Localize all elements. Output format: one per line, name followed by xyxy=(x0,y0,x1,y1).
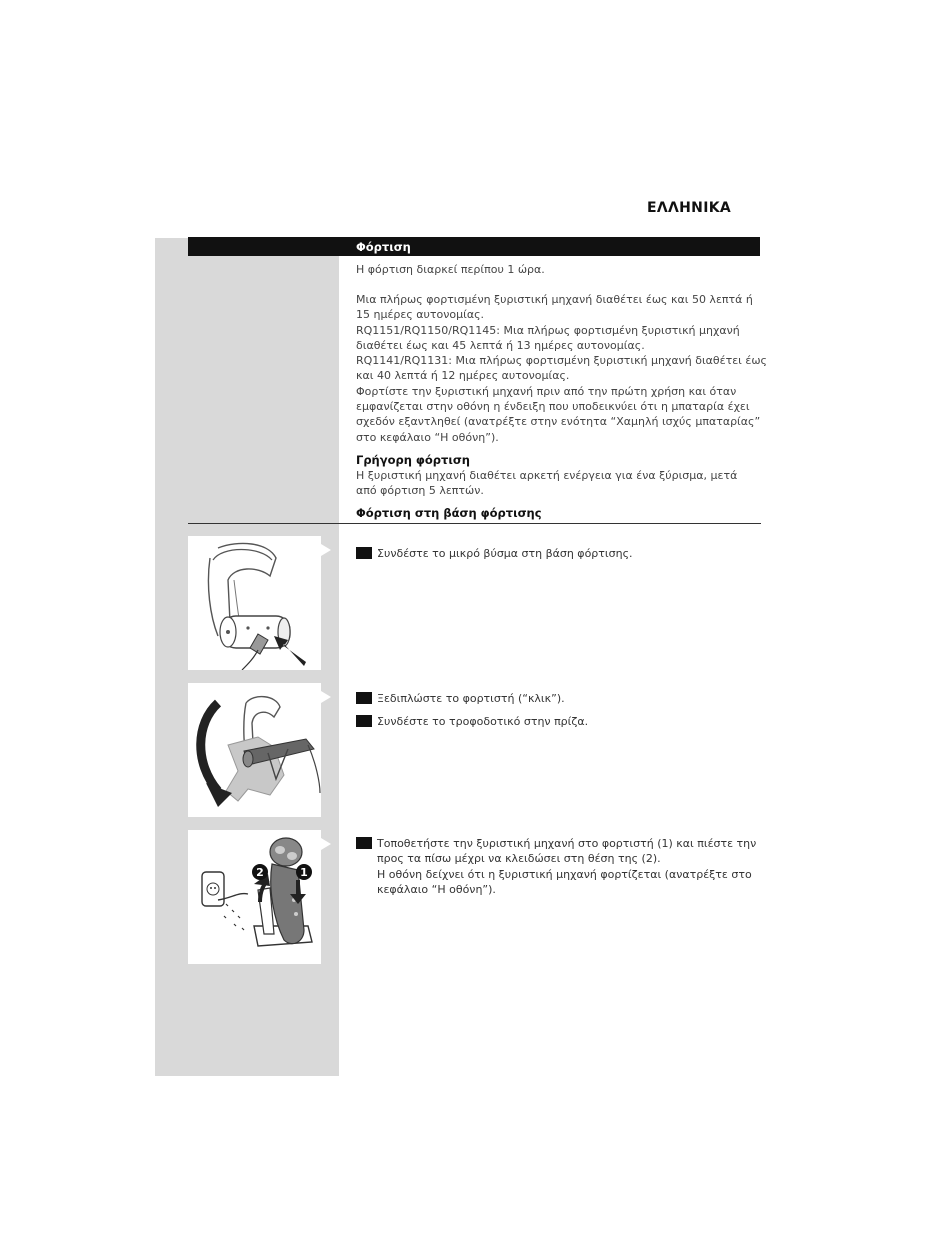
step-marker xyxy=(356,547,372,559)
section-divider xyxy=(188,523,761,524)
step-2-text: Ξεδιπλώστε το φορτιστή (“κλικ”). xyxy=(377,692,565,705)
badge-1: 1 xyxy=(300,866,308,879)
base-charging-heading: Φόρτιση στη βάση φόρτισης xyxy=(356,506,542,520)
step-marker xyxy=(356,715,372,727)
section-title-bar xyxy=(188,237,760,256)
section-title: Φόρτιση xyxy=(356,240,411,254)
step-3-text: Συνδέστε το τροφοδοτικό στην πρίζα. xyxy=(377,715,589,728)
step-4-text: Τοποθετήστε την ξυριστική μηχανή στο φορτιστή (1) και πιέστε την προς τα πίσω μέχρι να κλειδώσει στη θέση της (2). xyxy=(377,837,757,866)
figure-pointer xyxy=(321,691,331,703)
figure-unfold-charger xyxy=(188,683,321,817)
step-1-text: Συνδέστε το μικρό βύσμα στη βάση φόρτισης. xyxy=(377,547,633,560)
badge-2: 2 xyxy=(256,866,264,879)
language-header: ΕΛΛΗΝΙΚΑ xyxy=(647,200,731,216)
autonomy-line: RQ1141/RQ1131: Μια πλήρως φορτισμένη ξυριστική μηχανή διαθέτει έως και 40 λεπτά ή 12 ημέρες αυτονομίας. xyxy=(356,354,767,383)
autonomy-line: RQ1151/RQ1150/RQ1145: Μια πλήρως φορτισμένη ξυριστική μηχανή διαθέτει έως και 45 λεπτά ή 13 ημέρες αυτονομίας. xyxy=(356,323,740,352)
step-4-note: Η οθόνη δείχνει ότι η ξυριστική μηχανή φορτίζεται (ανατρέξτε στο κεφάλαιο “Η οθόνη”). xyxy=(377,867,752,896)
step-marker xyxy=(356,692,372,704)
step-2 xyxy=(356,691,757,706)
step-4 xyxy=(356,836,757,897)
step-1 xyxy=(356,546,757,561)
figure-pointer xyxy=(321,838,331,850)
figure-place-shaver xyxy=(188,830,321,964)
autonomy-line: Μια πλήρως φορτισμένη ξυριστική μηχανή διαθέτει έως και 50 λεπτά ή 15 ημέρες αυτονομίας. xyxy=(356,293,753,322)
plug-into-stand-illustration-icon xyxy=(188,536,321,670)
step-marker xyxy=(356,837,372,849)
unfold-charger-illustration-icon xyxy=(188,683,321,817)
figure-pointer xyxy=(321,544,331,556)
figure-plug-charging-stand xyxy=(188,536,321,670)
quick-charge-text: Η ξυριστική μηχανή διαθέτει αρκετή ενέργεια για ένα ξύρισμα, μετά από φόρτιση 5 λεπτών. xyxy=(356,469,738,498)
quick-charge-heading: Γρήγορη φόρτιση xyxy=(356,453,470,467)
place-shaver-illustration-icon xyxy=(188,830,321,964)
charge-time-text: Η φόρτιση διαρκεί περίπου 1 ώρα. xyxy=(356,263,545,276)
step-3 xyxy=(356,714,757,729)
autonomy-line: Φορτίστε την ξυριστική μηχανή πριν από την πρώτη χρήση και όταν εμφανίζεται στην οθόνη η ένδειξη που υποδεικνύει ότι η μπαταρία έχει σχεδόν εξαντληθεί (ανατρέξτε στην ενότητα “Χαμηλή ισχύς μπαταρίας” στο κεφάλαιο “Η οθόνη”). xyxy=(356,384,761,444)
autonomy-paragraph xyxy=(356,292,768,445)
